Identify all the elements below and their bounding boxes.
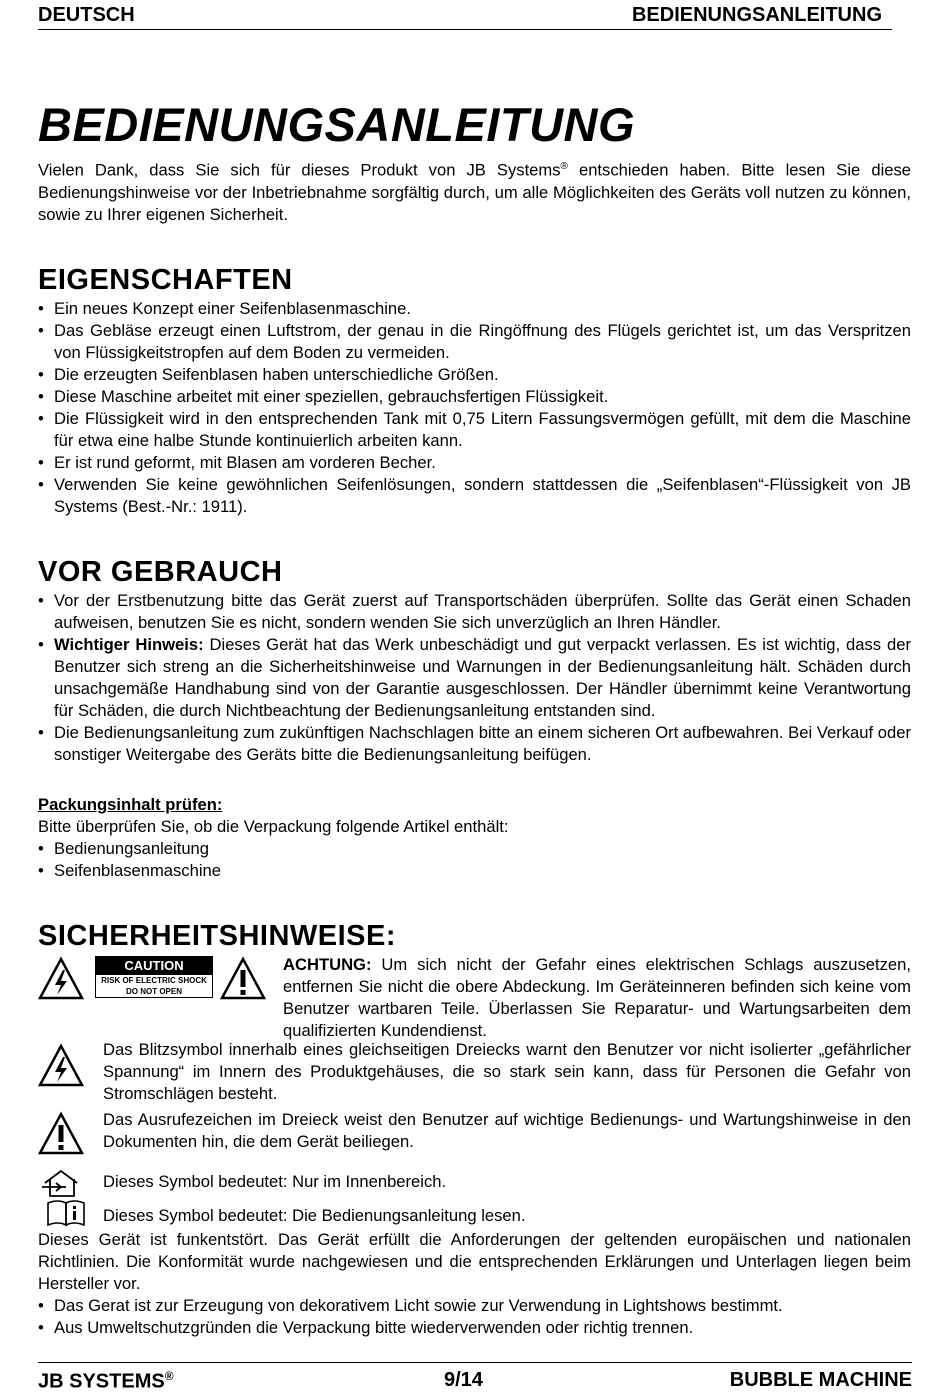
exclamation-warning-icon — [220, 956, 266, 1000]
registered-mark: ® — [560, 161, 568, 172]
list-item: • Bedienungsanleitung — [38, 838, 911, 860]
indoor-text: Dieses Symbol bedeutet: Nur im Innenbereich. — [103, 1171, 447, 1191]
safety-list — [38, 1295, 911, 1339]
manual-row — [38, 1205, 911, 1229]
important-note-label: Wichtiger Hinweis: — [54, 634, 204, 654]
important-note-text: Dieses Gerät hat das Werk unbeschädigt und gut verpackt verlassen. Es ist wichtig, dass der Benutzer sich streng an die Sicherheitshinweise und Warnungen in der Bedienungsanleitung hält. Schäden durch unsachgemäße Handhabung sind von der Garantie ausgeschlossen. Der Händler übernimmt keine Verantwortung für Schäden, die durch Nichtbeachtung der Bedienungsanleitung entstanden sind. — [54, 634, 912, 720]
page-footer — [38, 1362, 912, 1397]
caution-bold-label: ACHTUNG: — [283, 954, 372, 974]
exclamation-warning-icon — [38, 1111, 84, 1155]
package-list — [38, 838, 911, 882]
caution-paragraph — [283, 954, 911, 1042]
safety-heading: SICHERHEITSHINWEISE: — [38, 919, 397, 952]
package-heading: Packungsinhalt prüfen: — [38, 794, 223, 814]
list-item: • Diese Maschine arbeitet mit einer speziellen, gebrauchsfertigen Flüssigkeit. — [38, 386, 911, 408]
list-item: • Das Gerat ist zur Erzeugung von dekorativem Licht sowie zur Verwendung in Lightshows bestimmt. — [38, 1295, 911, 1317]
list-item: • Die Bedienungsanleitung zum zukünftigen Nachschlagen bitte an einem sicheren Ort aufbewahren. Bei Verkauf oder sonstiger Weitergabe des Geräts bitte die Bedienungsanleitung beifügen. — [38, 722, 911, 766]
list-item: • Aus Umweltschutzgründen die Verpackung bitte wiederverwenden oder richtig trennen. — [38, 1317, 911, 1339]
header-language: DEUTSCH — [38, 4, 135, 26]
caution-text: Um sich nicht der Gefahr eines elektrischen Schlags auszusetzen, entfernen Sie nicht die obere Abdeckung. Im Geräteinneren befinden sich keine vom Benutzer wartbaren Teile. Überlassen Sie Reparatur- und Wartungsarbeiten dem qualifizierten Kundendienst. — [283, 954, 911, 1040]
exclamation-text: Das Ausrufezeichen im Dreieck weist den Benutzer auf wichtige Bedienungs- und Wartungshinweise in den Dokumenten hin, die dem Gerät beiliegen. — [103, 1109, 911, 1151]
page-header — [38, 2, 892, 30]
intro-text-end: entschieden haben. Bitte lesen Sie diese Bedienungshinweise vor der Inbetriebnahme sorgfältig durch, um alle Möglichkeiten des Geräts voll nutzen zu können, sowie zu Ihrer eigenen Sicherheit. — [38, 160, 912, 224]
lightning-warning-icon — [38, 956, 84, 1000]
read-manual-icon — [46, 1199, 86, 1227]
registered-mark: ® — [164, 1369, 174, 1383]
list-item: • Die Flüssigkeit wird in den entsprechenden Tank mit 0,75 Litern Fassungsvermögen gefüllt, mit dem die Maschine für etwa eine halbe Stunde kontinuierlich arbeiten kann. — [38, 408, 911, 452]
footer-product: BUBBLE MACHINE — [729, 1369, 912, 1391]
lightning-warning-icon — [38, 1043, 84, 1087]
list-item: • Das Gebläse erzeugt einen Luftstrom, der genau in die Ringöffnung des Flügels gerichtet ist, um das Verspritzen von Flüssigkeitstropfen auf dem Boden zu vermeiden. — [38, 320, 911, 364]
footer-brand — [38, 1369, 174, 1394]
caution-label-line1: RISK OF ELECTRIC SHOCK — [101, 975, 207, 985]
features-list — [38, 298, 911, 518]
before-use-list — [38, 590, 911, 766]
page-number: 9/14 — [444, 1369, 483, 1391]
page-title: BEDIENUNGSANLEITUNG — [38, 98, 636, 151]
indoor-use-icon — [42, 1169, 80, 1199]
list-item: • Seifenblasenmaschine — [38, 860, 911, 882]
manual-text: Dieses Symbol bedeutet: Die Bedienungsanleitung lesen. — [103, 1205, 526, 1225]
footer-brand-text: JB SYSTEMS — [38, 1370, 165, 1393]
conformity-paragraph: Dieses Gerät ist funkentstört. Das Gerät erfüllt die Anforderungen der geltenden europäischen und nationalen Richtlinien. Die Konformität wurde nachgewiesen und die entsprechenden Erklärungen und Unterlagen liegen beim Hersteller vor. — [38, 1229, 911, 1293]
caution-label-line2: DO NOT OPEN — [125, 986, 182, 996]
list-item: • Er ist rund geformt, mit Blasen am vorderen Becher. — [38, 452, 911, 474]
intro-paragraph — [38, 156, 911, 226]
list-item: • Die erzeugten Seifenblasen haben unterschiedliche Größen. — [38, 364, 911, 386]
package-text: Bitte überprüfen Sie, ob die Verpackung folgende Artikel enthält: — [38, 816, 509, 836]
header-title: BEDIENUNGSANLEITUNG — [631, 4, 882, 26]
caution-label — [95, 956, 213, 998]
before-use-heading: VOR GEBRAUCH — [38, 555, 283, 588]
list-item: • Ein neues Konzept einer Seifenblasenmaschine. — [38, 298, 911, 320]
list-item: • Vor der Erstbenutzung bitte das Gerät zuerst auf Transportschäden überprüfen. Sollte das Gerät einen Schaden aufweisen, benutzen Sie es nicht, sondern wenden Sie sich unverzüglich an Ihren Händler. — [38, 590, 911, 634]
indoor-row — [38, 1171, 911, 1205]
caution-block — [38, 954, 911, 1039]
page-content — [38, 96, 911, 1339]
intro-text-start: Vielen Dank, dass Sie sich für dieses Produkt von JB Systems — [38, 160, 561, 180]
list-item — [38, 634, 911, 722]
exclamation-row — [38, 1109, 911, 1171]
lightning-text: Das Blitzsymbol innerhalb eines gleichseitigen Dreiecks warnt den Benutzer vor nicht isolierter „gefährlicher Spannung“ im Innern des Produktgehäuses, die so stark sein kann, dass für Personen die Gefahr von Stromschlägen besteht. — [103, 1039, 911, 1103]
features-heading: EIGENSCHAFTEN — [38, 263, 293, 296]
caution-label-title: CAUTION — [96, 957, 212, 975]
list-item: • Verwenden Sie keine gewöhnlichen Seifenlösungen, sondern stattdessen die „Seifenblasen“-Flüssigkeit von JB Systems (Best.-Nr.: 1911). — [38, 474, 911, 518]
lightning-row — [38, 1039, 911, 1109]
